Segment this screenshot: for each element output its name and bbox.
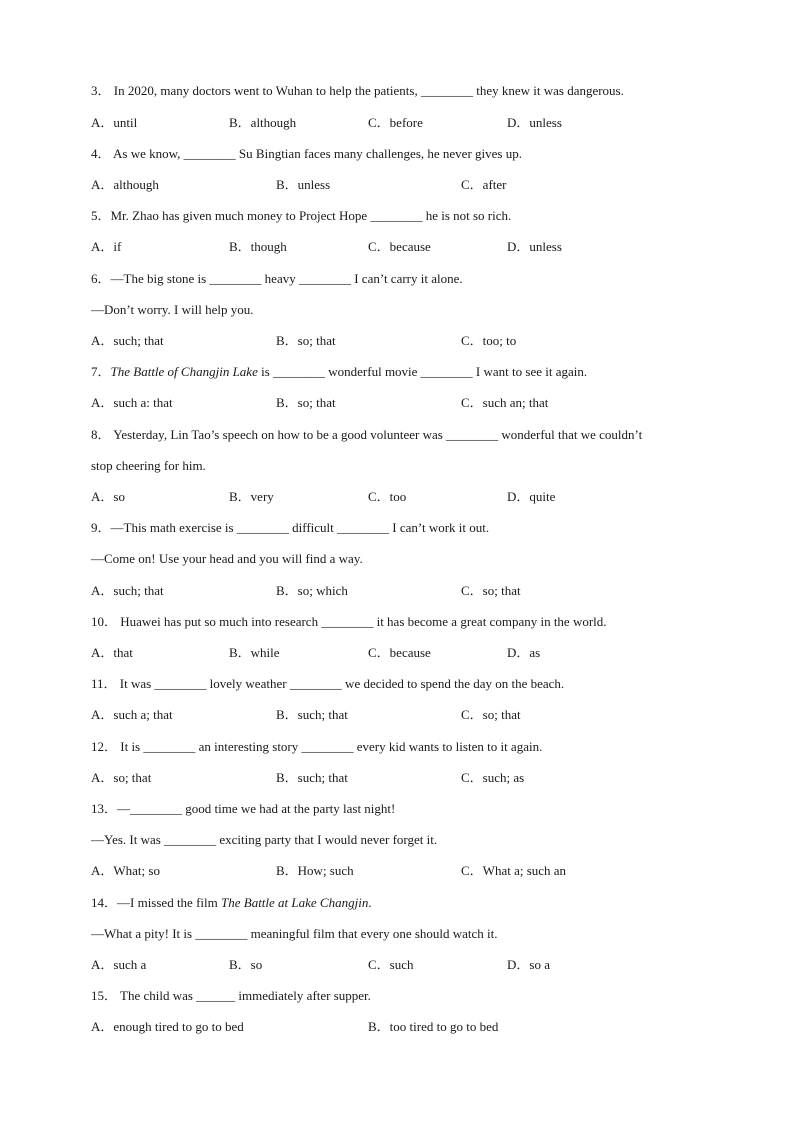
question-14-reply: —What a pity! It is ________ meaningful film that every one should watch it. bbox=[91, 926, 498, 941]
question-14-film-title: The Battle at Lake Changjin bbox=[221, 895, 369, 910]
question-6-reply: —Don’t worry. I will help you. bbox=[91, 302, 254, 317]
q9-option-b[interactable]: B．so; which bbox=[276, 583, 348, 598]
q5-option-b[interactable]: B．though bbox=[229, 239, 287, 254]
question-14-end: . bbox=[368, 895, 372, 910]
q10-option-b[interactable]: B．while bbox=[229, 645, 280, 660]
q15-option-a[interactable]: A．enough tired to go to bed bbox=[91, 1019, 244, 1034]
q14-option-b[interactable]: B．so bbox=[229, 957, 263, 972]
q4-option-c[interactable]: C．after bbox=[461, 177, 507, 192]
q3-option-a[interactable]: A．until bbox=[91, 115, 138, 130]
q12-option-a[interactable]: A．so; that bbox=[91, 770, 152, 785]
q3-option-c[interactable]: C．before bbox=[368, 115, 423, 130]
question-8-stem-continued: stop cheering for him. bbox=[91, 458, 206, 473]
question-10-stem: 10． Huawei has put so much into research ________ it has become a great company in the world. bbox=[91, 614, 607, 629]
q13-option-b[interactable]: B．How; such bbox=[276, 863, 354, 878]
q6-option-a[interactable]: A．such; that bbox=[91, 333, 164, 348]
q8-option-d[interactable]: D．quite bbox=[507, 489, 556, 504]
q14-option-a[interactable]: A．such a bbox=[91, 957, 147, 972]
q5-option-d[interactable]: D．unless bbox=[507, 239, 562, 254]
question-13-stem: 13．—________ good time we had at the party last night! bbox=[91, 801, 396, 816]
question-3-stem: 3． In 2020, many doctors went to Wuhan to help the patients, ________ they knew it was dangerous. bbox=[91, 83, 624, 98]
question-15-stem: 15． The child was ______ immediately after supper. bbox=[91, 988, 371, 1003]
q13-option-a[interactable]: A．What; so bbox=[91, 863, 160, 878]
q11-option-c[interactable]: C．so; that bbox=[461, 707, 521, 722]
question-12-stem: 12． It is ________ an interesting story ________ every kid wants to listen to it again. bbox=[91, 739, 543, 754]
q7-option-c[interactable]: C．such an; that bbox=[461, 395, 549, 410]
q10-option-c[interactable]: C．because bbox=[368, 645, 431, 660]
q6-option-b[interactable]: B．so; that bbox=[276, 333, 336, 348]
q7-option-a[interactable]: A．such a: that bbox=[91, 395, 173, 410]
q11-option-b[interactable]: B．such; that bbox=[276, 707, 348, 722]
q8-option-a[interactable]: A．so bbox=[91, 489, 125, 504]
q7-option-b[interactable]: B．so; that bbox=[276, 395, 336, 410]
question-13-reply: —Yes. It was ________ exciting party that I would never forget it. bbox=[91, 832, 438, 847]
q15-option-b[interactable]: B．too tired to go to bed bbox=[368, 1019, 499, 1034]
q12-option-c[interactable]: C．such; as bbox=[461, 770, 525, 785]
question-9-stem: 9．—This math exercise is ________ difficult ________ I can’t work it out. bbox=[91, 520, 490, 535]
question-7-rest: is ________ wonderful movie ________ I want to see it again. bbox=[257, 364, 588, 379]
q8-option-c[interactable]: C．too bbox=[368, 489, 407, 504]
question-4-stem: 4． As we know, ________ Su Bingtian faces many challenges, he never gives up. bbox=[91, 146, 522, 161]
q5-option-c[interactable]: C．because bbox=[368, 239, 431, 254]
question-14-number: 14．—I missed the film bbox=[91, 895, 221, 910]
q5-option-a[interactable]: A．if bbox=[91, 239, 122, 254]
q9-option-c[interactable]: C．so; that bbox=[461, 583, 521, 598]
question-14-stem bbox=[91, 895, 372, 911]
q14-option-c[interactable]: C．such bbox=[368, 957, 414, 972]
q12-option-b[interactable]: B．such; that bbox=[276, 770, 348, 785]
question-8-stem: 8． Yesterday, Lin Tao’s speech on how to be a good volunteer was ________ wonderful that we couldn’t bbox=[91, 427, 643, 442]
question-6-stem: 6．—The big stone is ________ heavy ________ I can’t carry it alone. bbox=[91, 271, 463, 286]
question-9-reply: —Come on! Use your head and you will find a way. bbox=[91, 551, 363, 566]
q9-option-a[interactable]: A．such; that bbox=[91, 583, 164, 598]
q3-option-b[interactable]: B．although bbox=[229, 115, 297, 130]
q14-option-d[interactable]: D．so a bbox=[507, 957, 550, 972]
question-5-stem: 5．Mr. Zhao has given much money to Project Hope ________ he is not so rich. bbox=[91, 208, 512, 223]
q4-option-b[interactable]: B．unless bbox=[276, 177, 331, 192]
q8-option-b[interactable]: B．very bbox=[229, 489, 274, 504]
q13-option-c[interactable]: C．What a; such an bbox=[461, 863, 567, 878]
q4-option-a[interactable]: A．although bbox=[91, 177, 159, 192]
q10-option-a[interactable]: A．that bbox=[91, 645, 133, 660]
q10-option-d[interactable]: D．as bbox=[507, 645, 541, 660]
question-11-stem: 11． It was ________ lovely weather ________ we decided to spend the day on the beach. bbox=[91, 676, 565, 691]
q11-option-a[interactable]: A．such a; that bbox=[91, 707, 173, 722]
question-7-number: 7． bbox=[91, 364, 111, 379]
q3-option-d[interactable]: D．unless bbox=[507, 115, 562, 130]
q6-option-c[interactable]: C．too; to bbox=[461, 333, 517, 348]
question-7-stem bbox=[91, 364, 587, 380]
question-7-film-title: The Battle of Changjin Lake bbox=[110, 364, 258, 379]
